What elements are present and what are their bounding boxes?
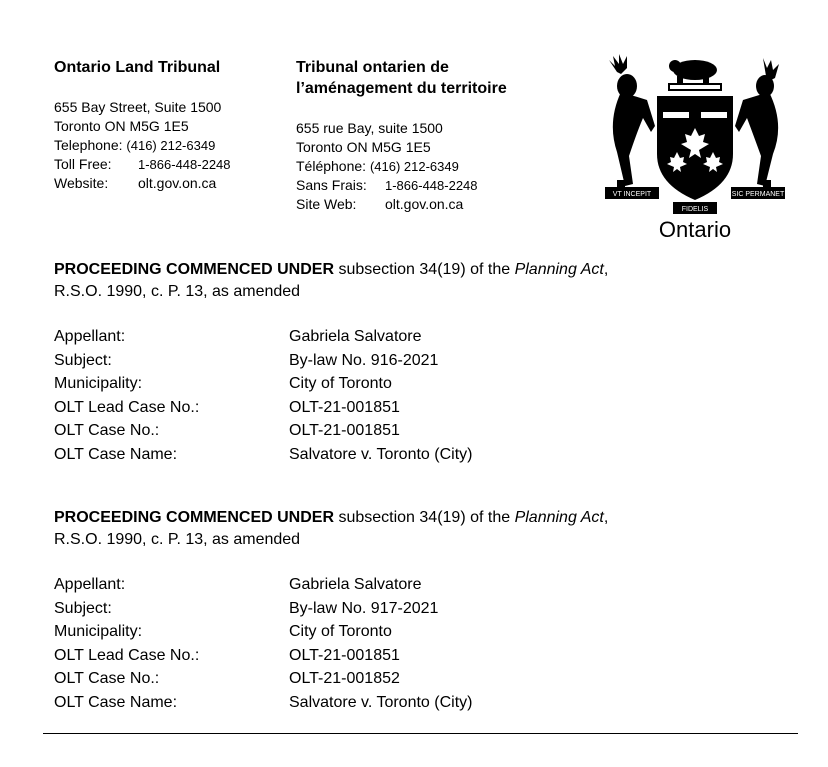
telephone-number-fr: (416) 212-6349 xyxy=(369,159,459,174)
field-label: Subject: xyxy=(54,599,112,617)
proceeding-heading-text: subsection 34(19) of the xyxy=(334,509,515,526)
tollfree-number-fr: 1-866-448-2248 xyxy=(385,178,478,193)
tribunal-name-english: Ontario Land Tribunal xyxy=(54,59,221,76)
field-label: Appellant: xyxy=(54,328,126,345)
case-field-row xyxy=(54,573,754,597)
telephone-line xyxy=(54,136,284,155)
telephone-label: Telephone: xyxy=(54,137,123,153)
heading-comma: , xyxy=(603,261,609,278)
case-field-row xyxy=(54,443,754,467)
field-label: OLT Case Name: xyxy=(54,445,178,463)
tribunal-english-block xyxy=(54,57,284,193)
city-postal-fr: Toronto ON M5G 1E5 xyxy=(296,139,431,155)
heading-comma: , xyxy=(603,509,609,526)
website-url[interactable]: olt.gov.on.ca xyxy=(138,175,217,191)
moose-left-icon xyxy=(609,54,655,190)
deer-right-icon xyxy=(735,58,779,190)
tribunal-name-french xyxy=(296,57,576,99)
tollfree-line xyxy=(54,155,284,174)
field-label: OLT Lead Case No.: xyxy=(54,646,200,664)
case-field-row xyxy=(54,691,754,715)
field-label: Municipality: xyxy=(54,375,143,392)
address-english xyxy=(54,98,284,193)
address-french xyxy=(296,119,576,214)
field-value: Gabriela Salvatore xyxy=(289,576,422,593)
proceeding-heading-line2: R.S.O. 1990, c. P. 13, as amended xyxy=(54,531,301,548)
proceeding-block-2 xyxy=(54,507,754,714)
case-field-row xyxy=(54,372,754,396)
field-value: By-law No. 917-2021 xyxy=(289,599,439,617)
case-field-row xyxy=(54,419,754,443)
motto-right-text: SIC PERMANET xyxy=(731,191,785,198)
case-field-row xyxy=(54,667,754,691)
street-address-fr: 655 rue Bay, suite 1500 xyxy=(296,120,443,136)
website-url-fr[interactable]: olt.gov.on.ca xyxy=(385,196,464,212)
field-value: OLT-21-001852 xyxy=(289,670,400,687)
tribunal-name-french-line2: l’aménagement du territoire xyxy=(296,80,507,97)
website-label: Website: xyxy=(54,175,109,191)
website-line xyxy=(54,174,284,193)
field-label: OLT Case No.: xyxy=(54,670,160,687)
tollfree-number: 1-866-448-2248 xyxy=(138,157,231,172)
field-value: OLT-21-001851 xyxy=(289,398,400,416)
proceeding-heading xyxy=(54,259,754,303)
proceeding-heading-bold: PROCEEDING COMMENCED UNDER xyxy=(54,261,335,278)
proceeding-block-1 xyxy=(54,259,754,466)
motto-left-text: VT INCEPIT xyxy=(612,191,652,198)
website-line-fr xyxy=(296,195,576,214)
tribunal-french-block xyxy=(296,57,576,214)
city-postal: Toronto ON M5G 1E5 xyxy=(54,118,189,134)
case-field-row xyxy=(54,325,754,349)
field-value: Gabriela Salvatore xyxy=(289,328,422,345)
field-value: Salvatore v. Toronto (City) xyxy=(289,693,473,711)
horizontal-divider xyxy=(43,733,798,734)
bear-crest-icon xyxy=(669,60,721,90)
case-field-row xyxy=(54,396,754,420)
shield-icon xyxy=(657,96,733,200)
case-field-row xyxy=(54,597,754,621)
field-value: City of Toronto xyxy=(289,375,392,392)
tollfree-label: Toll Free: xyxy=(54,156,112,172)
street-address: 655 Bay Street, Suite 1500 xyxy=(54,99,222,115)
proceeding-heading xyxy=(54,507,754,551)
field-value: Salvatore v. Toronto (City) xyxy=(289,445,473,463)
field-label: OLT Lead Case No.: xyxy=(54,398,200,416)
field-label: Municipality: xyxy=(54,623,143,640)
field-label: Appellant: xyxy=(54,576,126,593)
proceeding-heading-line2: R.S.O. 1990, c. P. 13, as amended xyxy=(54,283,301,300)
ontario-wordmark: Ontario xyxy=(658,217,732,242)
field-value: OLT-21-001851 xyxy=(289,422,400,439)
tribunal-name-french-line1: Tribunal ontarien de xyxy=(296,59,449,76)
proceeding-heading-bold: PROCEEDING COMMENCED UNDER xyxy=(54,509,335,526)
ontario-coat-of-arms-logo xyxy=(603,52,787,242)
field-value: City of Toronto xyxy=(289,623,392,640)
act-name: Planning Act xyxy=(514,261,604,278)
telephone-line-fr xyxy=(296,157,576,176)
field-label: OLT Case Name: xyxy=(54,693,178,711)
tollfree-label-fr: Sans Frais: xyxy=(296,177,367,193)
motto-center-text: FIDELIS xyxy=(681,206,709,213)
website-label-fr: Site Web: xyxy=(296,196,357,212)
field-value: By-law No. 916-2021 xyxy=(289,351,439,369)
case-field-row xyxy=(54,349,754,373)
case-field-row xyxy=(54,620,754,644)
act-name: Planning Act xyxy=(514,509,604,526)
field-label: OLT Case No.: xyxy=(54,422,160,439)
tollfree-line-fr xyxy=(296,176,576,195)
proceeding-heading-text: subsection 34(19) of the xyxy=(334,261,515,278)
case-field-row xyxy=(54,644,754,668)
telephone-label-fr: Téléphone: xyxy=(296,158,367,174)
telephone-number: (416) 212-6349 xyxy=(126,138,216,153)
field-value: OLT-21-001851 xyxy=(289,646,400,664)
field-label: Subject: xyxy=(54,351,112,369)
